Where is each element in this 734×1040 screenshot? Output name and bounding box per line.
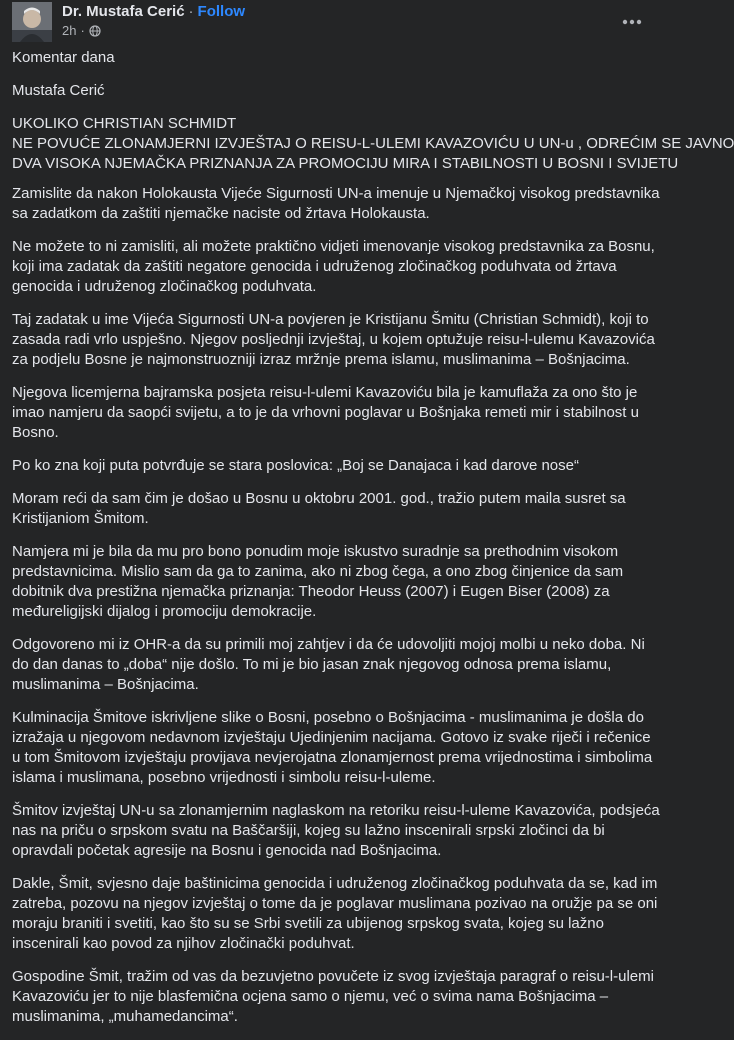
post-paragraph: Dakle, Šmit, svjesno daje baštinicima genocida i udruženog zločinačkog poduhvata da se, kad im zatreba, pozovu na njegov izvještaj o tome da je poglavar muslimana pozivao na oružje pa se oni moraju braniti i svetiti, kao što su se Srbi svetili za ubijenog srpskog svata, kojeg su lažno inscenirali kao povod za njihov zločinački poduhvat.: [12, 875, 658, 952]
separator-dot: ·: [188, 3, 194, 20]
heading-line: DVA VISOKA NJEMAČKA PRIZNANJA ZA PROMOCIJU MIRA I STABILNOSTI U BOSNI I SVIJETU: [12, 155, 679, 172]
post-paragraph: Kulminacija Šmitove iskrivljene slike o Bosni, posebno o Bošnjacima - muslimanima je došla do izražaja u njegovom nedavnom izvještaju Ujedinjenim nacijama. Gotovo iz svake riječi i rečenice u tom Šmitovom izvještaju provijava nevjerojatna zlonamjernost prema vrijednostima i simbolima islama i muslimana, posebno vrijednosti i simbolu reisu-l-uleme.: [12, 709, 653, 786]
author-line: [62, 3, 245, 21]
post-paragraph: Odgovoreno mi iz OHR-a da su primili moj zahtjev i da će udovoljiti mojoj molbi u neko doba. Ni do dan danas to „doba“ nije došlo. To mi je bio jasan znak njegovog odnosa prema islamu, muslimanima – Bošnjacima.: [12, 636, 645, 693]
post-paragraph: Zamislite da nakon Holokausta Vijeće Sigurnosti UN-a imenuje u Njemačkoj visokog predstavnika sa zadatkom da zaštiti njemačke naciste od žrtava Holokausta.: [12, 185, 660, 222]
more-options-icon[interactable]: [618, 8, 646, 36]
author-name[interactable]: Dr. Mustafa Cerić: [62, 3, 185, 20]
heading-line: NE POVUĆE ZLONAMJERNI IZVJEŠTAJ O REISU-L-ULEMI KAVAZOVIĆU U UN-u , ODREĆIM SE JAVNO: [12, 135, 734, 152]
post-paragraph: Šmitov izvještaj UN-u sa zlonamjernim naglaskom na retoriku reisu-l-uleme Kavazovića, podsjeća nas na priču o srpskom svatu na Baščaršiji, kojeg su lažno inscenirali srpski zločinci da bi opravdali početak agresije na Bosnu i genocida nad Bošnjacima.: [12, 802, 660, 859]
post-paragraph: Po ko zna koji puta potvrđuje se stara poslovica: „Boj se Danajaca i kad darove nose“: [12, 457, 579, 474]
post-intro: Komentar dana: [12, 49, 115, 66]
post-header: [0, 0, 674, 48]
follow-button[interactable]: Follow: [197, 3, 246, 20]
post-paragraph: Namjera mi je bila da mu pro bono ponudim moje iskustvo suradnje sa prethodnim visokom predstavnicima. Mislio sam da ga to zanima, ako ni zbog čega, a ono zbog činjenice da sam dobitnik dva prestižna njemačka priznanja: Theodor Heuss (2007) i Eugen Biser (2008) za međureligijski dijalog i promociju demokracije.: [12, 543, 624, 620]
post-paragraph: Moram reći da sam čim je došao u Bosnu u oktobru 2001. god., tražio putem maila susret sa Kristijaniom Šmitom.: [12, 490, 626, 527]
post-heading: [12, 114, 734, 174]
meta-separator-dot: ·: [80, 23, 85, 38]
author-avatar[interactable]: [12, 2, 52, 42]
post-paragraph: Njegova licemjerna bajramska posjeta reisu-l-ulemi Kavazoviću bila je kamuflaža za ono što je imao namjeru da saopći svijetu, a to je da vrhovni poglavar u Bošnjaka remeti mir i stabilnost u Bosno.: [12, 384, 639, 441]
post-paragraph: Gospodine Šmit, tražim od vas da bezuvjetno povučete iz svog izvještaja paragraf o reisu-l-ulemi Kavazoviću jer to nije blasfemična ocjena samo o njemu, već o svima nama Bošnjacima – muslimanima, „muhamedancima“.: [12, 968, 654, 1025]
post-body: [12, 48, 734, 1040]
avatar-image: [12, 2, 52, 42]
post-meta: [62, 23, 101, 38]
post-timestamp[interactable]: 2h: [62, 23, 77, 38]
post-paragraph: Taj zadatak u ime Vijeća Sigurnosti UN-a povjeren je Kristijanu Šmitu (Christian Schmidt), koji to zasada radi vrlo uspješno. Njegov posljednji izvještaj, u kojem optužuje reisu-l-ulemu Kavazovića za podjelu Bosne je najmonstruozniji izraz mržnje prema islamu, muslimanima – Bošnjacima.: [12, 311, 655, 368]
post-paragraph: Ne možete to ni zamisliti, ali možete praktično vidjeti imenovanje visokog predstavnika za Bosnu, koji ima zadatak da zaštiti negatore genocida i udruženog zločinačkog poduhvata od žrtava genocida i udruženog zločinačkog poduhvata.: [12, 238, 655, 295]
globe-icon: [89, 25, 101, 37]
post-byline: Mustafa Cerić: [12, 82, 105, 99]
heading-line: UKOLIKO CHRISTIAN SCHMIDT: [12, 115, 237, 132]
